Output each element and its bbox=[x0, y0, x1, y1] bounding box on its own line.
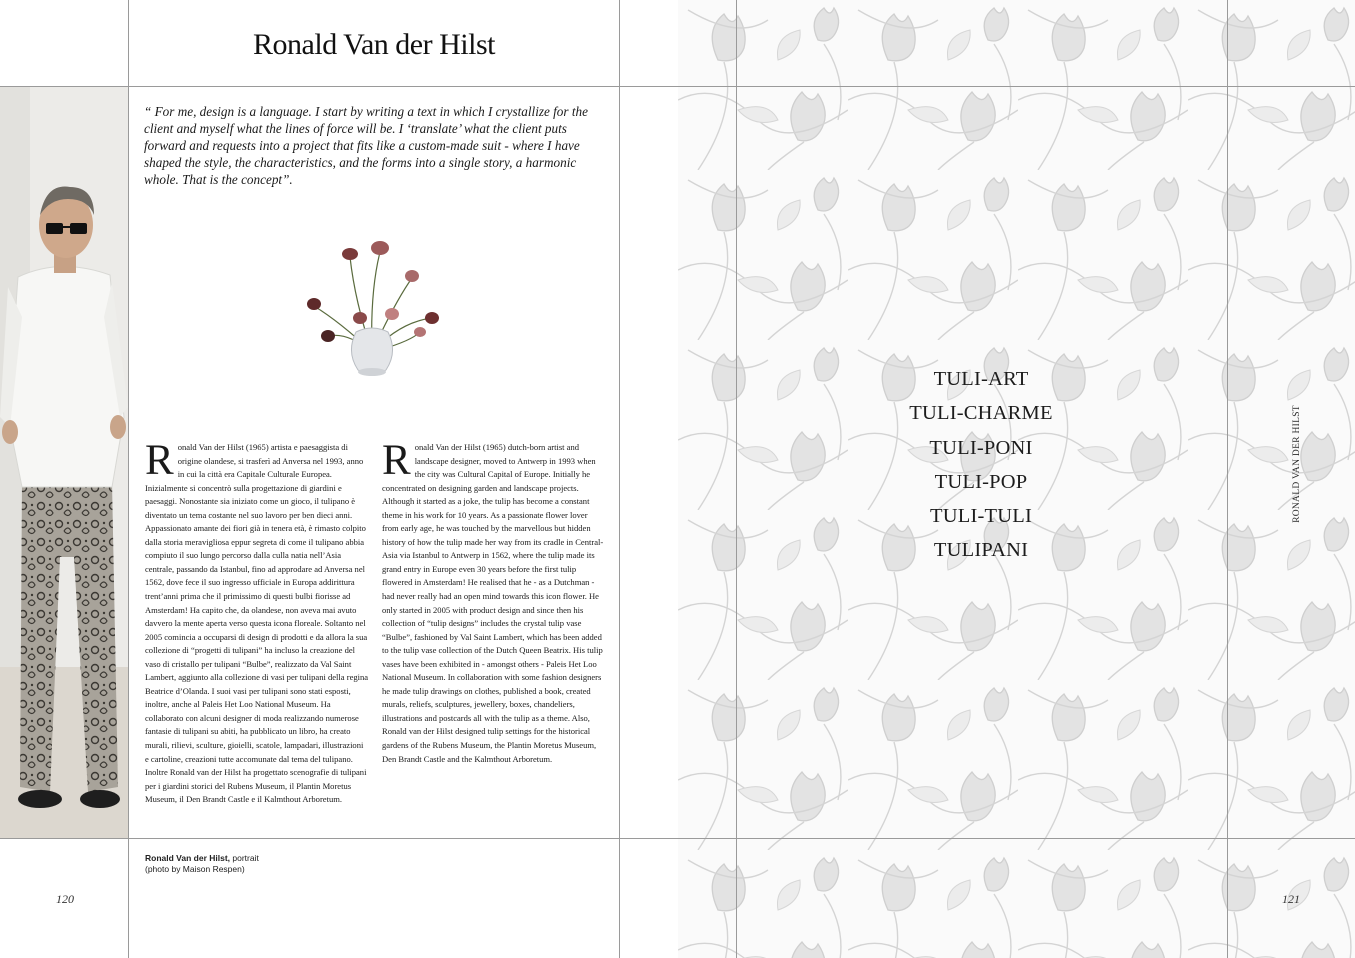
caption-name: Ronald Van der Hilst, bbox=[145, 853, 231, 863]
caption-rest: portrait bbox=[230, 853, 259, 863]
page-number-left: 120 bbox=[56, 892, 74, 906]
italian-bio-text: onald Van der Hilst (1965) artista e paesaggista di origine olandese, si trasferì ad Anversa nel 1993, anno in cui la città era Capitale Culturale Europea. Inizialmente si concentrò sulla progettazione di giardini e paesaggi. Nonostante sia iniziato come un gioco, il tulipano è diventato un tema costante nel suo lavoro per ben dieci anni. Appassionato amante dei fiori già in tenera età, è rimasto colpito dalla storia meravigliosa eppur segreta di come il tulipano abbia compiuto il suo lungo percorso dalla culla natia nell’Asia centrale, passando da Istanbul, fino ad approdare ad Anversa nel 1562, dove fece il suo ingresso ufficiale in Europa addirittura trent’anni prima che il primissimo di questi bulbi fiorisse ad Amsterdam! Ha capito che, da olandese, non aveva mai avuto davvero la mente aperta verso questa icona floreale. Soltanto nel 2005 comincia a occuparsi di design di prodotti e da allora la sua collezione di “progetti di tulipani” ha incluso la creazione del vaso di cristallo per tulipani “Bulbe”, realizzato da Val Saint Lambert, aggiunto alla collezione di vasi per tulipani della regina Beatrice d’Olanda. I suoi vasi per tulipani sono stati esposti, inoltre, anche al Paleis Het Loo National Museum. Ha collaborato con alcuni designer di moda realizzando numerose fantasie di tulipani su abiti, ha pubblicato un libro, ha creato murali, rilievi, sculture, gioielli, scatole, lampadari, illustrazioni e cartoline, creazioni tutte accomunate dal tema del tulipano. Inoltre Ronald van der Hilst ha progettato scenografie di tulipani per i giardini storici del Rubens Museum, il Plantin Moretus Museum, il Den Brandt Castle e il Kalmthout Arboretum. bbox=[145, 442, 369, 805]
tulip-vase-image bbox=[300, 232, 445, 380]
grid-line-right-page-top bbox=[678, 86, 1355, 87]
italian-bio-column bbox=[145, 437, 369, 807]
designer-quote: “ For me, design is a language. I start by writing a text in which I crystallize for the client and myself what the lines of force will be. I ‘translate’ what the client puts forward and requests into a project that fits like a custom-made suit - where I have shaped the style, the characteristics, and the forms into a single story, a harmonic whole. That is the concept”. bbox=[144, 104, 588, 187]
english-bio-column bbox=[382, 437, 606, 766]
portrait-photo bbox=[0, 87, 128, 838]
tuli-item: TULI-CHARME bbox=[909, 402, 1053, 425]
page-number-right: 121 bbox=[1282, 892, 1300, 906]
grid-line-right-page-bottom bbox=[678, 838, 1355, 839]
grid-line-right-page-right bbox=[1227, 0, 1228, 958]
grid-line-left bbox=[128, 0, 129, 958]
grid-line-bottom bbox=[0, 838, 678, 839]
italian-dropcap: R bbox=[145, 437, 174, 484]
vertical-running-header-text: RONALD VAN DER HILST bbox=[1292, 405, 1302, 523]
photo-caption bbox=[145, 853, 259, 875]
tuli-item: TULI-ART bbox=[933, 368, 1029, 390]
grid-line-right bbox=[619, 0, 620, 958]
english-dropcap: R bbox=[382, 437, 411, 484]
page-title: Ronald Van der Hilst bbox=[253, 28, 495, 61]
caption-credit: (photo by Maison Respen) bbox=[145, 864, 245, 874]
english-bio-text: onald Van der Hilst (1965) dutch-born artist and landscape designer, moved to Antwerp in 1993 when the city was Cultural Capital of Europe. Initially he concentrated on designing garden and landscape projects. Although it started as a joke, the tulip has become a constant theme in his work for 10 years. As a passionate flower lover from early age, he was touched by the marvellous but hidden history of how the tulip made her way from its cradle in Central-Asia via Istanbul to Antwerp in 1562, where the tulip made its grand entry in Europe even 30 years before the first tulip flowered in Amsterdam! He realised that he - as a Dutchman - had never really had an open mind towards this icon flower. He only started in 2005 with product design and since then his collection of “tulip designs” includes the crystal tulip vase “Bulbe”, fashioned by Val Saint Lambert, which has been added to the tulip vase collection of the Dutch Queen Beatrix. His tulip vases have been exhibited in - amongst others - Paleis Het Loo National Museum. In collaboration with some fashion designers he made tulip drawings on clothes, published a book, created murals, reliefs, sculptures, jewellery, boxes, chandeliers, illustrations and postcards all with the tulip as a theme. Also, Ronald van der Hilst designed tulip settings for the historical gardens of the Rubens Museum, the Plantin Moretus Museum, Den Brandt Castle and the Kalmthout Arboretum. bbox=[382, 442, 604, 764]
vertical-running-header bbox=[1290, 405, 1304, 523]
tuli-item: TULI-POP bbox=[934, 470, 1028, 493]
tuli-item: TULIPANI bbox=[933, 539, 1029, 562]
tuli-collection-list bbox=[878, 362, 1084, 568]
grid-line-right-page-left bbox=[736, 0, 737, 958]
tuli-item: TULI-TULI bbox=[930, 505, 1032, 528]
tuli-item: TULI-PONI bbox=[929, 436, 1033, 459]
right-page bbox=[678, 0, 1355, 958]
